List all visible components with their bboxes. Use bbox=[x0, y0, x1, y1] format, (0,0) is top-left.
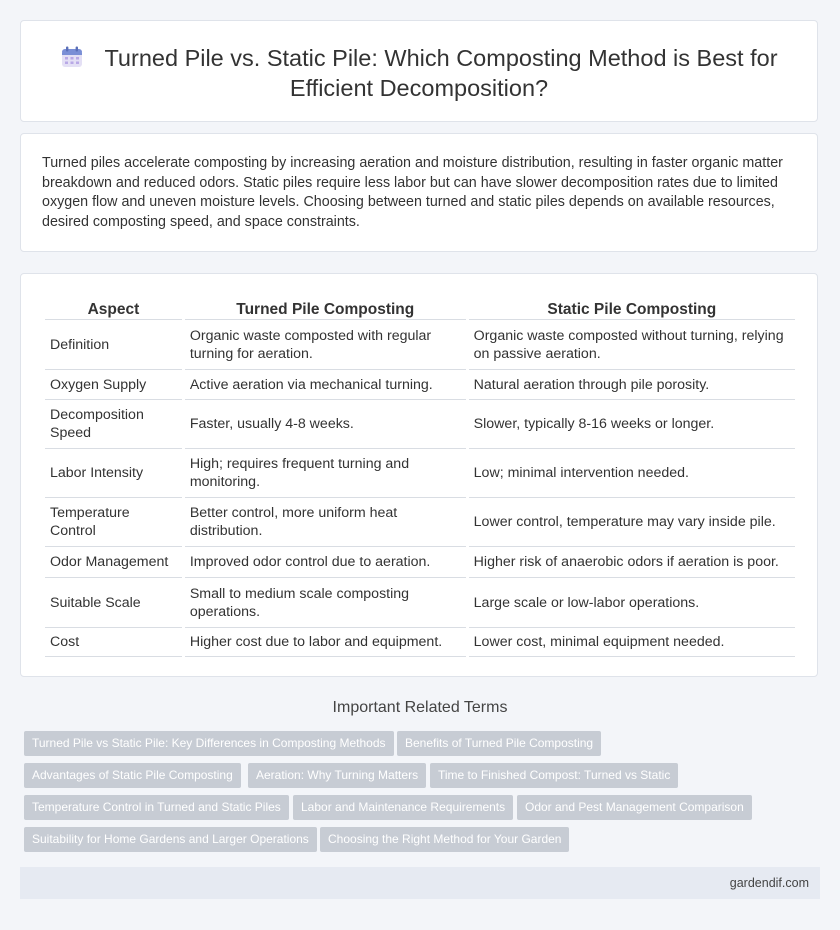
related-terms-title: Important Related Terms bbox=[332, 699, 508, 716]
table-row bbox=[45, 369, 795, 399]
cell-static: Lower control, temperature may vary inside pile. bbox=[469, 497, 795, 546]
cell-aspect: Oxygen Supply bbox=[45, 369, 182, 399]
cell-aspect: Definition bbox=[45, 319, 182, 369]
cell-turned: High; requires frequent turning and monitoring. bbox=[185, 448, 466, 497]
cell-turned: Small to medium scale composting operations. bbox=[185, 577, 466, 627]
title-card bbox=[20, 20, 818, 122]
cell-aspect: Odor Management bbox=[45, 546, 182, 577]
cell-turned: Higher cost due to labor and equipment. bbox=[185, 627, 466, 657]
footer-site: gardendif.com bbox=[729, 876, 809, 890]
cell-turned: Improved odor control due to aeration. bbox=[185, 546, 466, 577]
table-row bbox=[45, 448, 795, 497]
cell-static: Organic waste composted without turning, relying on passive aeration. bbox=[469, 319, 795, 369]
cell-turned: Better control, more uniform heat distribution. bbox=[185, 497, 466, 546]
cell-aspect: Temperature Control bbox=[45, 497, 182, 546]
related-tag[interactable]: Advantages of Static Pile Composting bbox=[24, 763, 241, 788]
table-row bbox=[45, 497, 795, 546]
related-tag[interactable]: Aeration: Why Turning Matters bbox=[248, 763, 426, 788]
table-row bbox=[45, 319, 795, 369]
cell-static: Natural aeration through pile porosity. bbox=[469, 369, 795, 399]
comparison-card bbox=[20, 273, 818, 677]
page-title-text: Turned Pile vs. Static Pile: Which Composting Method is Best for Efficient Decomposition? bbox=[104, 45, 778, 101]
cell-aspect: Cost bbox=[45, 627, 182, 657]
cell-aspect: Decomposition Speed bbox=[45, 399, 182, 448]
table-row bbox=[45, 399, 795, 448]
intro-paragraph: Turned piles accelerate composting by increasing aeration and moisture distribution, resulting in faster organic matter breakdown and reduced odors. Static piles require less labor but can have slower decomposition rates due to limited oxygen flow and uneven moisture levels. Choosing between turned and static piles depends on available resources, desired composting speed, and space constraints. bbox=[42, 155, 783, 230]
header-aspect: Aspect bbox=[87, 301, 140, 318]
cell-turned: Organic waste composted with regular turning for aeration. bbox=[185, 319, 466, 369]
comparison-table bbox=[42, 296, 798, 657]
related-tag[interactable]: Labor and Maintenance Requirements bbox=[293, 795, 513, 820]
page-title bbox=[21, 43, 817, 103]
related-tag[interactable]: Odor and Pest Management Comparison bbox=[517, 795, 752, 820]
calendar-icon bbox=[60, 45, 84, 69]
footer bbox=[20, 867, 820, 899]
intro-card bbox=[20, 133, 818, 252]
related-tag[interactable]: Time to Finished Compost: Turned vs Static bbox=[430, 763, 678, 788]
related-tag[interactable]: Suitability for Home Gardens and Larger Operations bbox=[24, 827, 317, 852]
cell-static: Slower, typically 8-16 weeks or longer. bbox=[469, 399, 795, 448]
related-tag[interactable]: Turned Pile vs Static Pile: Key Differences in Composting Methods bbox=[24, 731, 394, 756]
related-tag[interactable]: Benefits of Turned Pile Composting bbox=[397, 731, 601, 756]
cell-aspect: Labor Intensity bbox=[45, 448, 182, 497]
cell-turned: Faster, usually 4-8 weeks. bbox=[185, 399, 466, 448]
table-row bbox=[45, 577, 795, 627]
cell-static: Low; minimal intervention needed. bbox=[469, 448, 795, 497]
table-row bbox=[45, 546, 795, 577]
cell-static: Large scale or low-labor operations. bbox=[469, 577, 795, 627]
cell-static: Higher risk of anaerobic odors if aeration is poor. bbox=[469, 546, 795, 577]
header-static: Static Pile Composting bbox=[547, 301, 717, 318]
cell-aspect: Suitable Scale bbox=[45, 577, 182, 627]
cell-static: Lower cost, minimal equipment needed. bbox=[469, 627, 795, 657]
table-header-row bbox=[45, 296, 795, 319]
header-turned: Turned Pile Composting bbox=[236, 301, 415, 318]
related-tag[interactable]: Temperature Control in Turned and Static Piles bbox=[24, 795, 289, 820]
related-tag[interactable]: Choosing the Right Method for Your Garden bbox=[320, 827, 569, 852]
cell-turned: Active aeration via mechanical turning. bbox=[185, 369, 466, 399]
table-row bbox=[45, 627, 795, 657]
